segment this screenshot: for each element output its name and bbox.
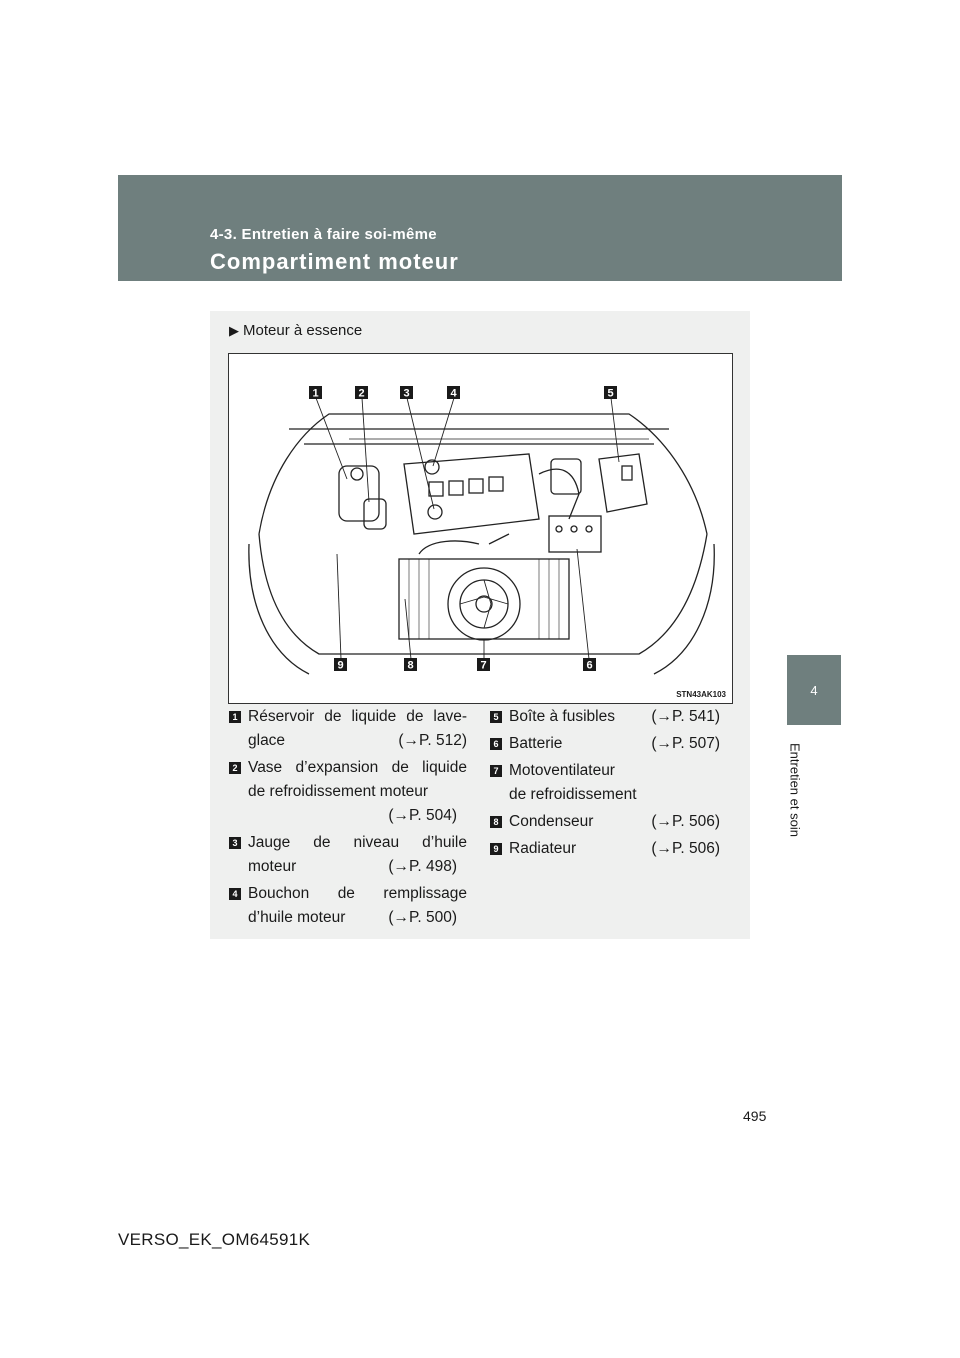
svg-text:3: 3 [403,387,410,400]
item-text: Bouchon de remplissage [248,885,467,902]
item-text: glace [248,732,286,749]
item-text: Vase d’expansion de liquide [248,759,467,776]
list-item [229,756,467,828]
page-number: 495 [743,1108,767,1124]
item-number: 5 [490,711,502,723]
callout-1 [309,386,322,400]
callout-2 [355,386,368,400]
svg-text:7: 7 [480,659,487,672]
list-item [490,810,720,834]
page-reference: (→P. 506) [651,840,720,857]
item-number: 3 [229,837,241,849]
svg-text:9: 9 [337,659,344,672]
triangle-right-icon: ▶ [229,323,239,338]
component-list-right [490,705,720,864]
item-text-line [248,855,467,879]
component-list-left [229,705,467,933]
item-text: Radiateur [509,840,577,857]
item-text: de refroidissement moteur [248,783,429,800]
chapter-label: Entretien et soin [787,743,803,837]
item-text-line [509,810,720,834]
callout-5 [604,386,617,400]
list-item [490,732,720,756]
page-reference: (→P. 507) [651,735,720,752]
item-number: 4 [229,888,241,900]
callout-7 [477,658,490,672]
page-reference: (→P. 512) [398,732,467,749]
item-number: 9 [490,843,502,855]
item-text: Boîte à fusibles [509,708,615,725]
figure-code: STN43AK103 [676,690,726,699]
item-text: Réservoir de liquide de lave- [248,708,467,725]
item-number: 1 [229,711,241,723]
page-reference: (→P. 498) [388,858,457,875]
list-item [490,837,720,861]
item-number: 6 [490,738,502,750]
item-text-line [509,705,720,729]
svg-text:8: 8 [407,659,414,672]
chapter-tab[interactable] [787,655,841,725]
item-text-line [509,732,720,756]
callout-9 [334,658,347,672]
section-label: 4-3. Entretien à faire soi-même [210,226,437,243]
page-reference: (→P. 500) [388,909,457,926]
item-text: d’huile moteur [248,909,346,926]
item-number: 7 [490,765,502,777]
list-item [490,759,720,807]
callout-3 [400,386,413,400]
item-text: moteur [248,858,297,875]
svg-text:4: 4 [450,387,457,400]
content-panel [210,311,750,939]
list-item [490,705,720,729]
svg-text:2: 2 [358,387,365,400]
page-reference: (→P. 541) [651,708,720,725]
item-text-line [248,729,467,753]
chapter-number: 4 [810,682,818,698]
item-text-line [248,906,467,930]
engine-type-heading [229,322,362,339]
document-code: VERSO_EK_OM64591K [118,1230,311,1249]
item-text: Jauge de niveau d’huile [248,834,467,851]
item-text: Motoventilateur [509,762,615,779]
page-reference: (→P. 506) [651,813,720,830]
callout-4 [447,386,460,400]
item-number: 8 [490,816,502,828]
item-text: de refroidissement [509,786,637,803]
page-reference-row [248,804,467,828]
item-text: Condenseur [509,813,594,830]
callout-8 [404,658,417,672]
section-header [118,175,842,281]
svg-text:1: 1 [312,387,319,400]
callout-6 [583,658,596,672]
item-text: Batterie [509,735,563,752]
list-item [229,831,467,879]
item-number: 2 [229,762,241,774]
item-text-line [509,837,720,861]
list-item [229,705,467,753]
svg-text:5: 5 [607,387,614,400]
engine-compartment-diagram [228,353,733,704]
svg-text:6: 6 [586,659,593,672]
engine-type-label: Moteur à essence [243,322,363,339]
page-reference: (→P. 504) [388,807,457,824]
page-title: Compartiment moteur [210,249,459,274]
engine-illustration [229,354,732,703]
list-item [229,882,467,930]
